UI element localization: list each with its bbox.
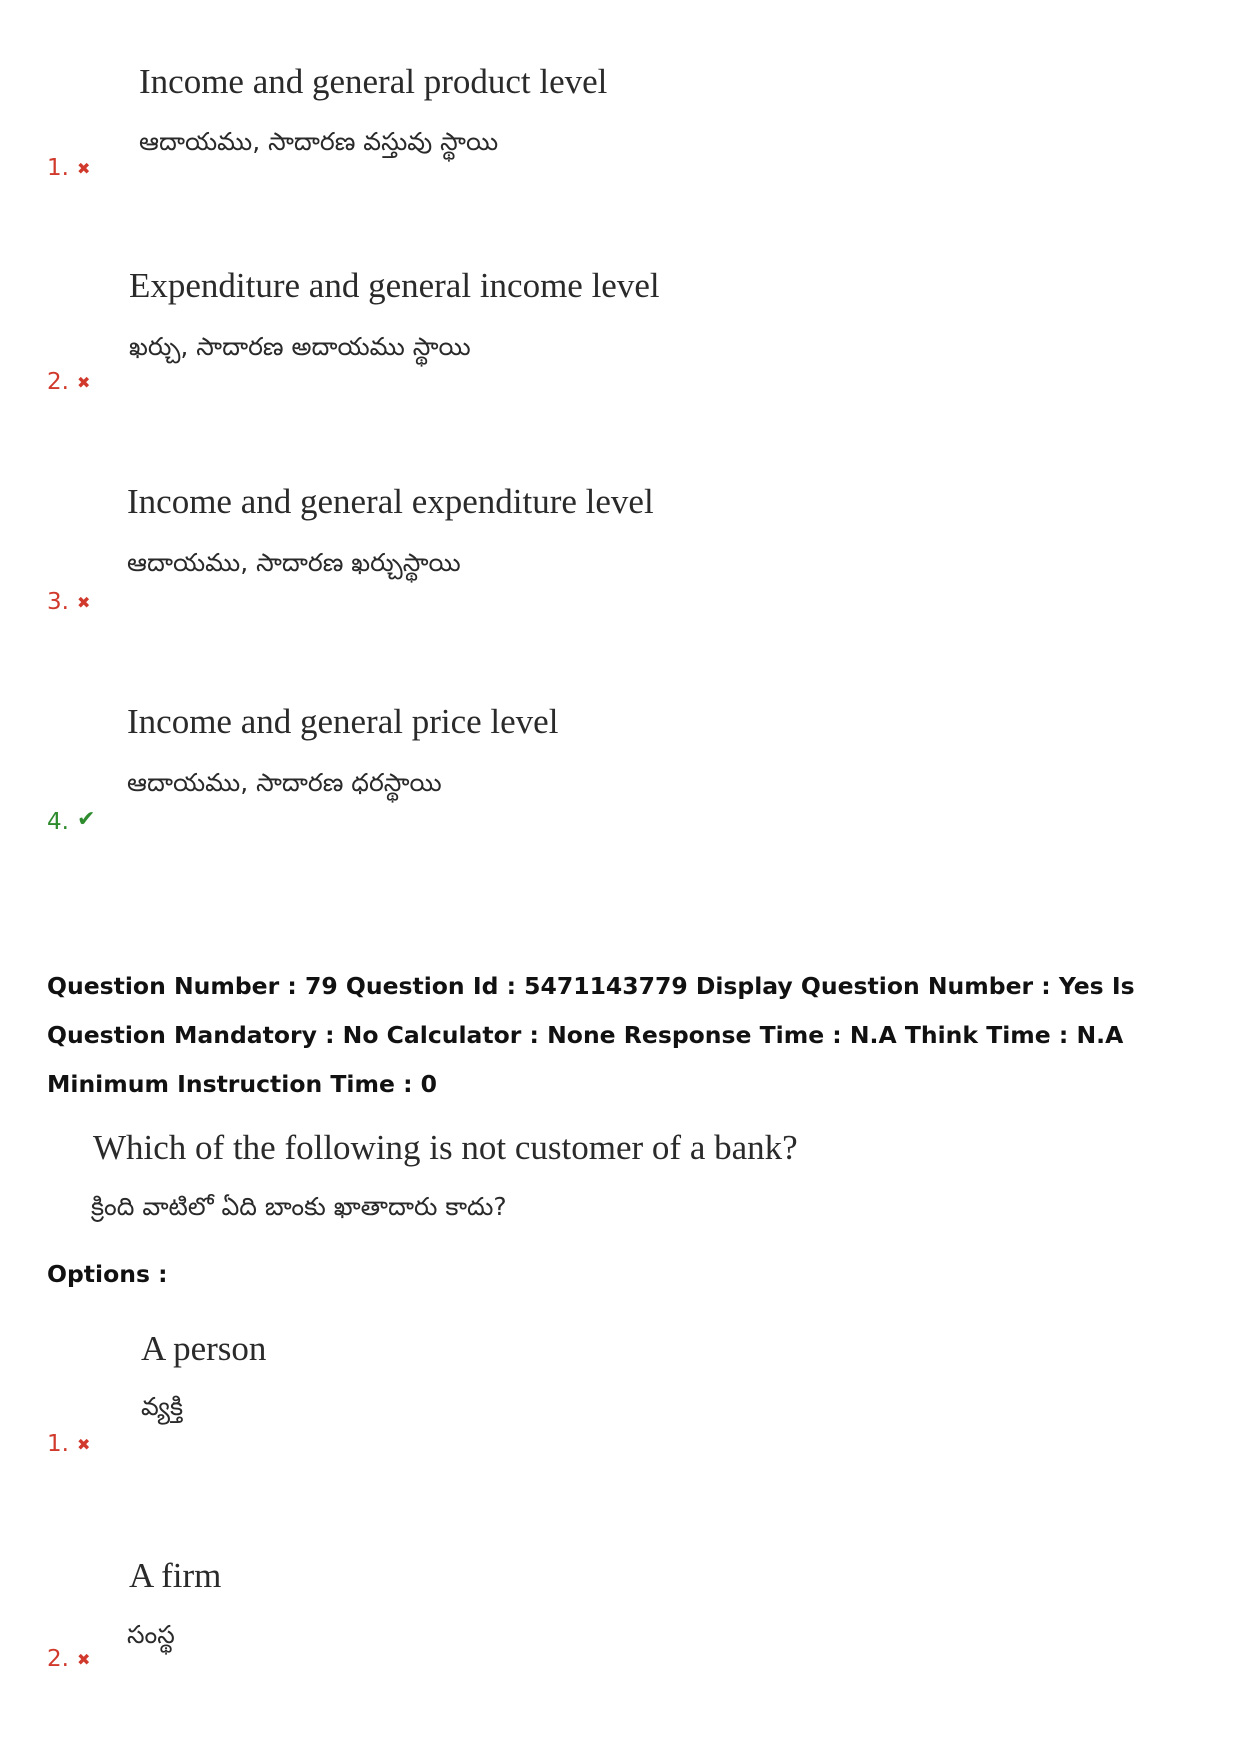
option-number: 2. ✖ xyxy=(47,369,91,395)
option-number: 4. ✔ xyxy=(47,807,96,835)
question-meta: Question Number : 79 Question Id : 5471143779 Display Question Number : Yes Is Question Mandatory : No Calculator : None Response Time : N.A Think Time : N.A Minimum Instruction Time : 0 xyxy=(47,972,1135,1098)
option-text-en: A firm xyxy=(129,1556,222,1595)
option-text-en: Income and general expenditure level xyxy=(127,482,654,521)
option-text-te: ఆదాయము, సాదారణ ఖర్చుస్థాయి xyxy=(127,548,461,577)
cross-mark-icon: ✖ xyxy=(76,1650,91,1669)
option-text-te: ఆదాయము, సాదారణ ధరస్థాయి xyxy=(127,768,442,797)
option-text-te: ఆదాయము, సాదారణ వస్తువు స్థాయి xyxy=(139,127,499,156)
option-text-en: Income and general product level xyxy=(139,62,608,101)
option-number: 1. ✖ xyxy=(47,1431,91,1457)
option-number: 2. ✖ xyxy=(47,1646,91,1672)
cross-mark-icon: ✖ xyxy=(76,593,91,612)
option-text-en: A person xyxy=(141,1329,267,1368)
option-text-en: Expenditure and general income level xyxy=(129,266,660,305)
option-number: 3. ✖ xyxy=(47,589,91,615)
options-label: Options : xyxy=(47,1260,168,1288)
option-number: 1. ✖ xyxy=(47,155,91,181)
question-text-te: క్రింది వాటిలో ఏది బాంకు ఖాతాదారు కాదు? xyxy=(91,1192,507,1221)
option-text-te: ఖర్చు, సాదారణ అదాయము స్థాయి xyxy=(129,332,471,361)
cross-mark-icon: ✖ xyxy=(76,1435,91,1454)
cross-mark-icon: ✖ xyxy=(76,159,91,178)
cross-mark-icon: ✖ xyxy=(76,373,91,392)
check-mark-icon: ✔ xyxy=(76,807,96,832)
question-text-en: Which of the following is not customer of a bank? xyxy=(93,1128,798,1167)
option-text-te: సంస్థ xyxy=(127,1620,175,1649)
option-text-en: Income and general price level xyxy=(127,702,559,741)
option-text-te: వ్యక్తి xyxy=(141,1392,184,1421)
